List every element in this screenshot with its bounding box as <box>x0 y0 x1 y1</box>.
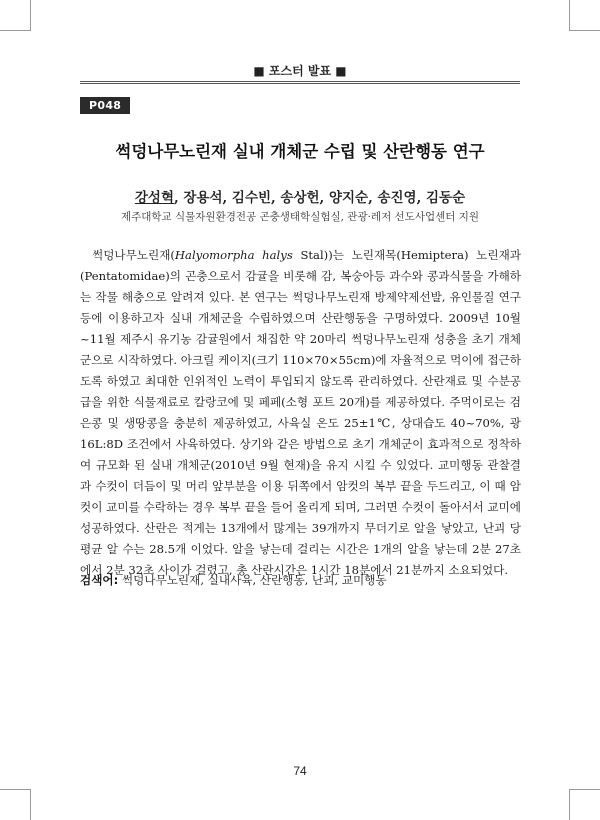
author-list <box>60 186 540 206</box>
crop-mark-bottom-left <box>0 789 31 820</box>
first-author: 강성혁 <box>134 190 174 206</box>
abstract-text-start: 썩덩나무노린재( <box>92 248 175 262</box>
page-number: 74 <box>293 764 307 778</box>
keywords-label: 검색어: <box>80 573 119 587</box>
poster-id-badge: P048 <box>80 97 130 114</box>
affiliation: 제주대학교 식물자원환경전공 곤충생태학실험실, 관광·레저 선도사업센터 지원 <box>120 211 480 223</box>
crop-mark-bottom-right <box>569 789 600 820</box>
header-rule <box>80 81 520 84</box>
keywords <box>80 571 521 589</box>
abstract <box>80 245 521 581</box>
keywords-values: 썩덩나무노린재, 실내사육, 산란행동, 난괴, 교미행동 <box>118 573 387 587</box>
crop-mark-top-left <box>0 0 31 31</box>
section-header: ■ 포스터 발표 ■ <box>253 64 347 78</box>
abstract-paragraph <box>80 245 521 581</box>
crop-mark-top-right <box>569 0 600 31</box>
co-authors: , 장용석, 김수빈, 송상헌, 양지순, 송진영, 김동순 <box>173 190 466 206</box>
abstract-text-body: Stal))는 노린재목(Hemiptera) 노린재과(Pentatomidae)의 곤충으로서 감귤을 비롯해 감, 복숭아등 과수와 콩과식물을 가해하는 작물 해충으로 알려져 있다. 본 연구는 썩덩나무노린재 방제약제선발, 유인물질 연구 등에 이용하고자 실내 개체군을 수립하였으며 산란행동을 구명하였다. 2009년 10월~11월 제주시 유기농 감귤원에서 채집한 약 20마리 썩덩나무노린재 성충을 초기 개체군으로 시작하였다. 아크릴 케이지(크기 110×70×55cm)에 자율적으로 먹이에 접근하도록 하였고 최대한 인위적인 노력이 투입되지 않도록 관리하였다. 산란재료 및 수분공급을 위한 식물재료로 칼랑코에 및 페페(소형 포트 20개)를 제공하였다. 주먹이로는 검은콩 및 생땅콩을 충분히 제공하였고, 사육실 온도 25±1℃, 상대습도 40~70%, 광 16L:8D 조건에서 사육하였다. 상기와 같은 방법으로 초기 개체군이 효과적으로 정착하여 규모화 된 실내 개체군(2010년 9월 현재)을 유지 시킬 수 있었다. 교미행동 관찰결과 수컷이 더듬이 및 머리 앞부분을 이용 뒤쪽에서 암컷의 복부 끝을 두드리고, 이 때 암컷이 교미를 수락하는 경우 복부 끝을 들어 올리게 되며, 그러면 수컷이 돌아서서 교미에 성공하였다. 산란은 적게는 13개에서 많게는 39개까지 무더기로 알을 낳았고, 난괴 당 평균 알 수는 28.5개 이었다. 알을 낳는데 걸리는 시간은 1개의 알을 낳는데 2분 27초에서 2분 32초 사이가 걸렸고, 총 산란시간은 1시간 18분에서 21분까지 소요되었다. <box>80 248 521 577</box>
species-name: Halyomorpha halys <box>174 248 293 262</box>
paper-title: 썩덩나무노린재 실내 개체군 수립 및 산란행동 연구 <box>115 142 485 161</box>
